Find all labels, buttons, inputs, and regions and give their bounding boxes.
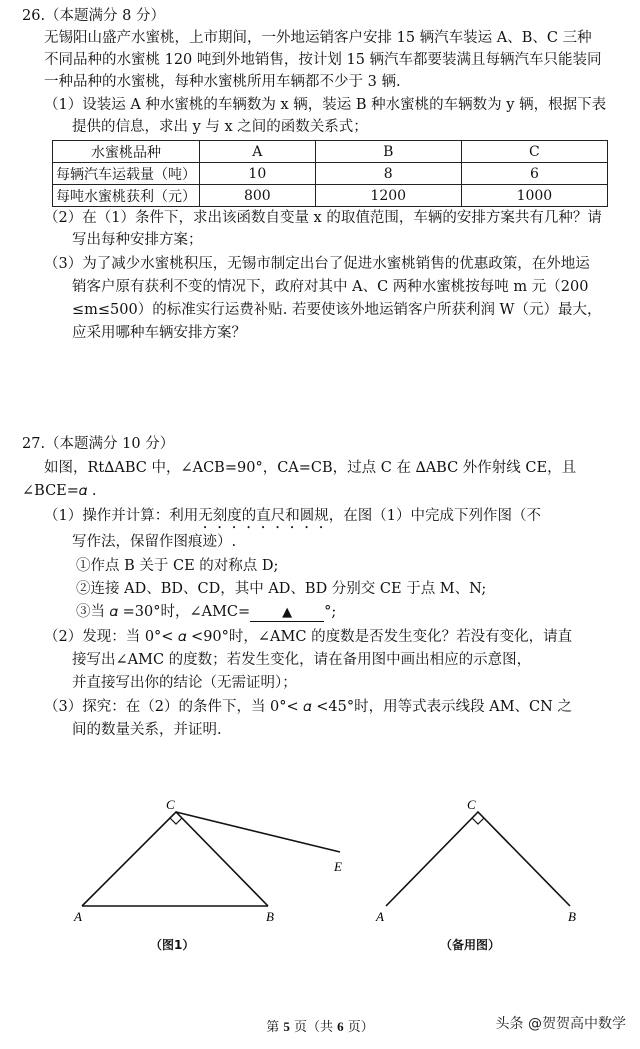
label-e: E (334, 859, 342, 874)
triangle-abc (82, 812, 268, 906)
q26-part3-line1: （3）为了减少水蜜桃积压，无锡市制定出台了促进水蜜桃销售的优惠政策，在外地运 (44, 256, 590, 272)
q27-part1-post: ，在图（1）中完成下列作图（不 (328, 508, 541, 524)
table-header-cell: A (200, 141, 316, 163)
table-header-cell: C (461, 141, 607, 163)
q27-intro-line1: 如图，Rt∆ABC 中，∠ACB=90°，CA=CB，过点 C 在 ∆ABC 外作射线 CE，且 (44, 460, 577, 476)
figure-2-caption: （备用图） (440, 938, 501, 952)
q27-part1-line2: 写作法，保留作图痕迹）. (72, 534, 237, 550)
table-cell: 每吨水蜜桃获利（元） (53, 185, 200, 207)
q27-step3-pre: ③当 𝛼 =30°时，∠AMC= (76, 604, 251, 620)
q27-step3-post: °; (324, 604, 337, 620)
q26-title: 26.（本题满分 8 分） (22, 8, 166, 24)
table-cell: 1000 (461, 185, 607, 207)
right-angle-mark-spare (472, 818, 484, 824)
q26-part3-line3: ≤m≤500）的标准实行运费补贴. 若要使该外地运销客户所获利润 W（元）最大， (72, 302, 602, 318)
q26-part3-line2: 销客户原有获利不变的情况下，政府对其中 A、C 两种水蜜桃按每吨 m 元（200 (72, 279, 589, 295)
q26-part2-line1: （2）在（1）条件下，求出该函数自变量 x 的取值范围，车辆的安排方案共有几种？请 (44, 210, 602, 226)
triangle-marker-icon: ▲ (282, 605, 293, 620)
right-angle-mark (170, 818, 182, 824)
q27-intro-line2: ∠BCE=𝛼 . (22, 483, 97, 499)
watermark: 头条 @贺贺高中数学 (495, 1016, 626, 1032)
q27-part1-emphasis: 无刻度的直尺和圆规 (198, 508, 329, 524)
table-cell: 800 (200, 185, 316, 207)
q26-part3-line4: 应采用哪种车辆安排方案？ (72, 325, 246, 341)
q26-intro-line3: 一种品种的水蜜桃，每种水蜜桃所用车辆都不少于 3 辆. (44, 74, 401, 90)
table-cell: 每辆汽车运载量（吨） (53, 163, 200, 185)
figure-1-caption: （图1） (150, 938, 195, 952)
label-c: C (166, 797, 175, 812)
label-c-spare: C (467, 797, 476, 812)
q27-part3-line2: 间的数量关系，并证明. (72, 722, 222, 738)
table-cell: 8 (315, 163, 461, 185)
peach-data-table (52, 140, 608, 207)
q27-part2-line1: （2）发现：当 0°< 𝛼 <90°时，∠AMC 的度数是否发生变化？若没有变化，请直 (44, 629, 573, 645)
table-row (53, 163, 608, 185)
footer-total-pages: 6 (337, 1019, 344, 1034)
q26-intro-line1: 无锡阳山盛产水蜜桃，上市期间，一外地运销客户安排 15 辆汽车装运 A、B、C 三种 (44, 30, 592, 46)
table-cell: 10 (200, 163, 316, 185)
q27-part1-line1 (44, 506, 541, 532)
q27-part1-pre: （1）操作并计算：利用 (44, 508, 199, 524)
table-cell: 1200 (315, 185, 461, 207)
q26-intro-line2: 不同品种的水蜜桃 120 吨到外地销售，按计划 15 辆汽车都要装满且每辆汽车只能装同 (44, 52, 602, 68)
ray-ce (176, 812, 340, 852)
footer-mid: 页（共 (289, 1020, 338, 1035)
q27-step3 (76, 602, 336, 622)
label-a-spare: A (376, 909, 384, 924)
q27-title: 27.（本题满分 10 分） (22, 436, 175, 452)
answer-blank (250, 604, 324, 622)
q27-part3-line1: （3）探究：在（2）的条件下，当 0°< 𝛼 <45°时，用等式表示线段 AM、CN 之 (44, 699, 572, 715)
table-header-cell: 水蜜桃品种 (53, 141, 200, 163)
label-a: A (74, 909, 82, 924)
footer-post: 页） (343, 1020, 374, 1035)
label-b-spare: B (568, 909, 576, 924)
figure-1-diagram (0, 790, 640, 930)
q27-part2-line3: 并直接写出你的结论（无需证明）； (72, 675, 297, 691)
table-row (53, 141, 608, 163)
table-header-cell: B (315, 141, 461, 163)
q26-part1-line1: （1）设装运 A 种水蜜桃的车辆数为 x 辆，装运 B 种水蜜桃的车辆数为 y 辆，根据下表 (44, 97, 607, 113)
label-b: B (266, 909, 274, 924)
footer-page-number: 5 (283, 1019, 290, 1034)
q27-step1: ①作点 B 关于 CE 的对称点 D; (76, 558, 279, 574)
q27-part2-line2: 接写出∠AMC 的度数；若发生变化，请在备用图中画出相应的示意图， (72, 652, 532, 668)
footer-pre: 第 (266, 1020, 284, 1035)
table-cell: 6 (461, 163, 607, 185)
triangle-abc-spare (386, 812, 570, 906)
table-row (53, 185, 608, 207)
q27-step2: ②连接 AD、BD、CD，其中 AD、BD 分别交 CE 于点 M、N; (76, 581, 487, 597)
q26-part2-line2: 写出每种安排方案； (72, 232, 203, 248)
q26-part1-line2: 提供的信息，求出 y 与 x 之间的函数关系式； (72, 119, 368, 135)
